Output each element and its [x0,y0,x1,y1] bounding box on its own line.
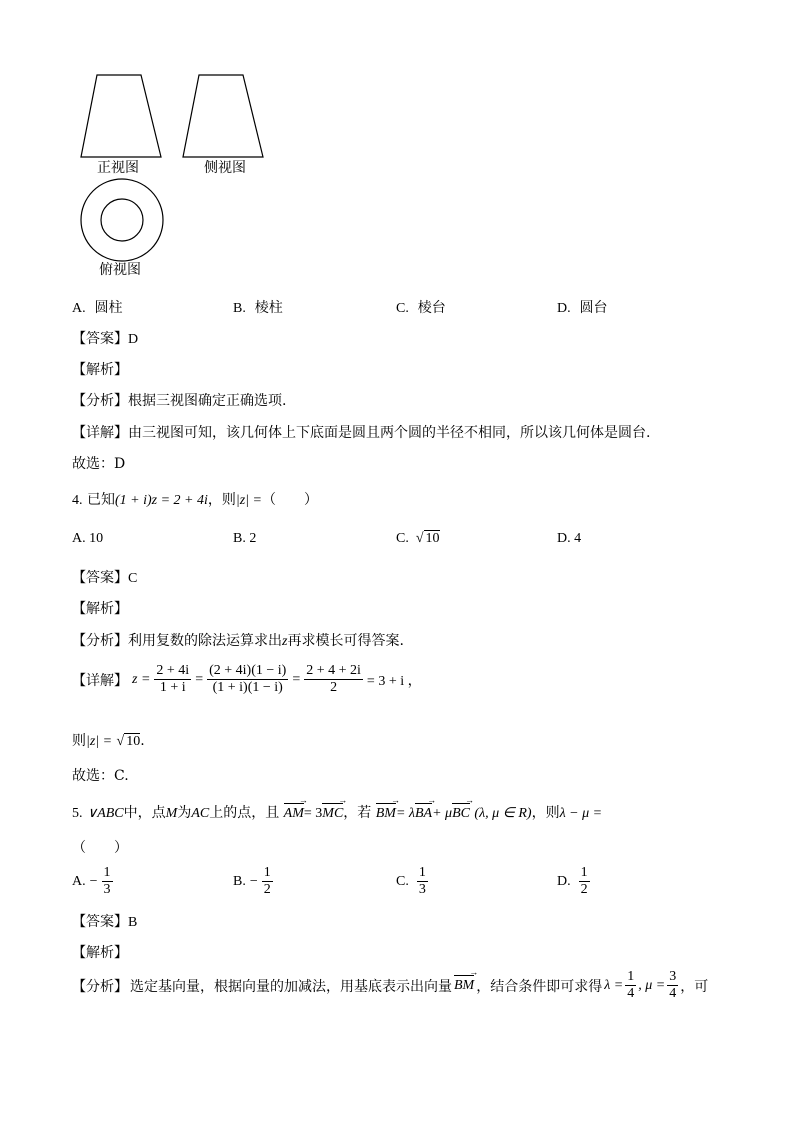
front-view-figure [78,72,168,162]
q5-option-a: A. − $\frac{1}{3}$ [72,865,111,897]
q3-analysis-line: 【分析】根据三视图确定正确选项. [72,393,287,409]
q4-result-line: 则|z| = √ 10. [72,733,145,749]
q5-analysis-line: 【分析】 选定基向量，根据向量的加减法，用基底表示出向量 BM → ，结合条件即可求得 λ = $\frac{1}{4}$ , μ = $\frac{3}{4}$ ，可 [72,970,708,1001]
q5-paren: （ ） [72,840,128,856]
fraction-2: $\frac{(2 + 4i)(1 - i)}{(1 + i)(1 - i)}$ [209,663,287,695]
vector-bm: BM → [376,806,396,822]
vector-am: AM → [284,806,304,822]
q3-detail-line: 【详解】由三视图可知，该几何体上下底面是圆且两个圆的半径不相同，所以该几何体是圆台. [72,425,651,441]
q5-option-b: B. − $\frac{1}{2}$ [233,865,271,897]
top-view-label: 俯视图 [99,262,141,278]
vector-bc: BC → [452,806,470,822]
q5-option-d: D. $\frac{1}{2}$ [557,865,588,897]
q5-explain-tag: 【解析】 [72,945,128,961]
vector-ba: BA → [415,806,432,822]
side-view-figure [180,72,270,162]
fraction-3: $\frac{2 + 4 + 2i}{2}$ [306,663,361,695]
q3-option-a: A. 圆柱 [72,300,123,316]
q4-stem: 4. 已知(1 + i)z = 2 + 4i，则|z| =（ ） [72,492,318,508]
q4-option-d: D. 4 [557,531,582,546]
q5-stem: 5. ∨ABC中，点M为AC上的点，且 AM →= 3MC →，若 BM →= λBA →+ μBC → (λ, μ ∈ R)，则λ − μ = [72,802,602,822]
q4-conclusion: 故选：C. [72,768,129,784]
q4-detail-line: 【详解】 z = $\frac{2 + 4i}{1 + i}$ = $\frac{(2 + 4i)(1 - i)}{(1 + i)(1 - i)}$ = $\frac{2 + 4 + 2i}{2}$ = 3 + i ， [72,663,422,695]
q4-analysis-line: 【分析】利用复数的除法运算求出z再求模长可得答案. [72,633,404,649]
answer-value: D [128,332,139,347]
q3-option-d: D. 圆台 [557,300,608,316]
top-view-figure [79,177,165,263]
q5-answer-line: 【答案】B [72,914,138,930]
q3-answer-line [72,328,138,348]
fraction-1: $\frac{2 + 4i}{1 + i}$ [156,663,190,695]
q4-option-a: A. 10 [72,531,104,546]
front-view-label: 正视图 [97,160,139,176]
vector-bm-analysis: BM → [454,978,474,994]
vector-mc: MC → [322,806,343,822]
q3-option-c: C. 棱台 [396,300,446,316]
q4-option-c: C. √ 10 [396,531,440,546]
q5-option-c: C. $\frac{1}{3}$ [396,865,426,897]
q3-conclusion: 故选：D [72,456,126,472]
q3-option-b: B. 棱柱 [233,300,283,316]
q3-explain-tag: 【解析】 [72,362,128,378]
side-view-label: 侧视图 [204,160,246,176]
q4-answer-line: 【答案】C [72,570,138,586]
q4-option-b: B. 2 [233,531,257,546]
q4-explain-tag: 【解析】 [72,601,128,617]
answer-tag: 【答案】 [72,331,128,347]
